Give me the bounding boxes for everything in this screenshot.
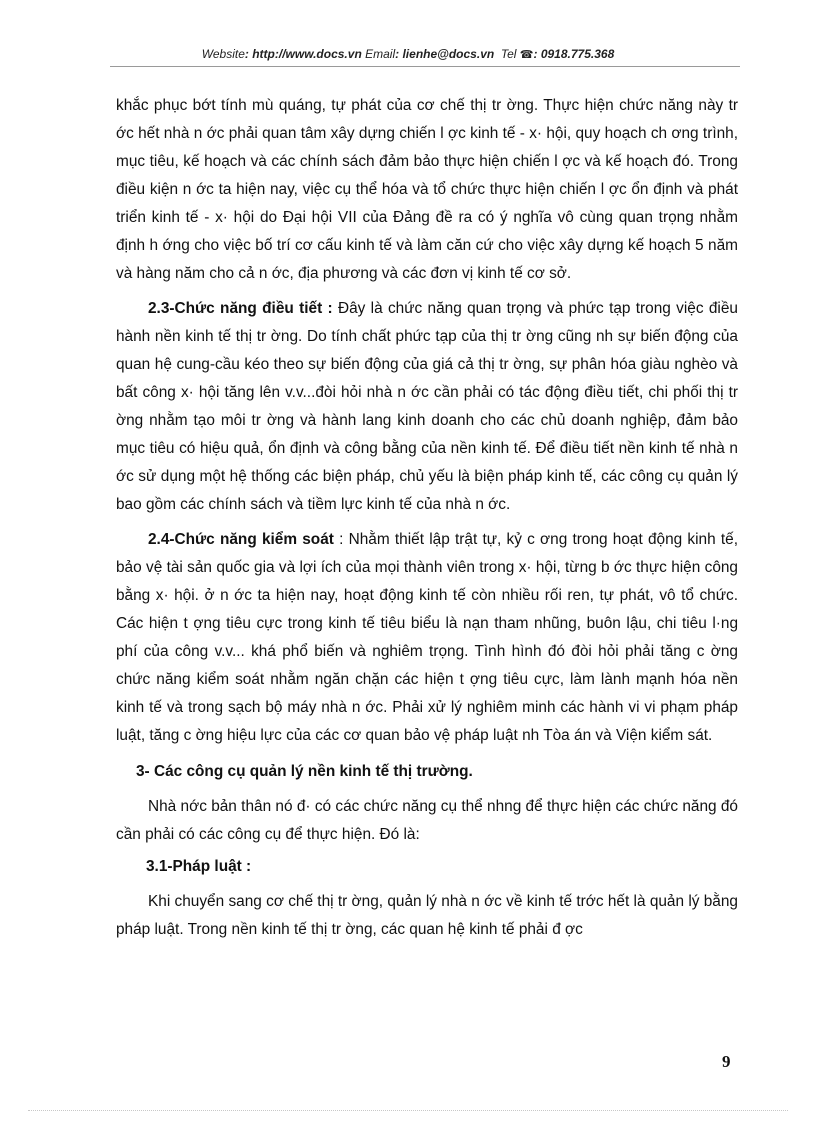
page-content	[116, 92, 738, 944]
paragraph-control-body: : Nhằm thiết lập trật tự, kỷ c ơng trong hoạt động kinh tế, bảo vệ tài sản quốc gia và lợi ích của mọi thành viên trong x· hội, từng b ớc thực hiện công bằng x· hội. ở n ớc ta hiện nay, hoạt động kinh tế còn nhiều rối ren, tự phát, vô tổ chức. Các hiện t ợng tiêu cực trong kinh tế tiêu biểu là nạn tham nhũng, buôn lậu, chi tiêu l·ng phí của công v.v... khá phổ biến và nghiêm trọng. Tình hình đó đòi hỏi phải tăng c ờng chức năng kiểm soát nhằm ngăn chặn các hiện t ợng tiêu cực, làm lành mạnh hóa nền kinh tế và trong sạch bộ máy nhà n ớc. Phải xử lý nghiêm minh các hành vi vi phạm pháp luật, tăng c ờng hiệu lực của các cơ quan bảo vệ pháp luật nh Tòa án và Viện kiểm sát.	[116, 531, 738, 744]
email-label: Email	[365, 47, 396, 61]
email-address[interactable]: : lienhe@docs.vn	[395, 47, 495, 61]
tel-label: Tel	[500, 47, 517, 61]
paragraph-law: Khi chuyển sang cơ chế thị tr ờng, quản lý nhà n ớc về kinh tế trớc hết là quản lý bằng pháp luật. Trong nền kinh tế thị tr ờng, các quan hệ kinh tế phải đ ợc	[116, 893, 738, 938]
subsection-title-law: 3.1-Pháp luật :	[146, 858, 252, 875]
subsection-heading-law	[116, 853, 738, 881]
telephone-icon: ☎	[519, 49, 534, 61]
website-url[interactable]: : http://www.docs.vn	[244, 47, 362, 61]
section-title-control: 2.4-Chức năng kiểm soát	[148, 531, 334, 548]
tel-number: : 0918.775.368	[533, 47, 615, 61]
page-number: 9	[722, 1052, 731, 1071]
section-heading-tools: 3- Các công cụ quản lý nền kinh tế thị trường.	[136, 763, 473, 780]
paragraph-regulation-body: Đây là chức năng quan trọng và phức tạp trong việc điều hành nền kinh tế thị tr ờng. Do tính chất phức tạp của thị tr ờng cũng nh sự biến động của quan hệ cung-cầu kéo theo sự biến động của giá cả thị tr ờng, sự phân hóa giàu nghèo và bất công x· hội tăng lên v.v...đòi hỏi nhà n ớc cần phải có tác động điều tiết, chi phối thị tr ờng nhằm tạo môi tr ờng và hành lang kinh doanh cho các chủ doanh nghiệp, đảm bảo mục tiêu có hiệu quả, ổn định và công bằng của nền kinh tế. Để điều tiết nền kinh tế nhà n ớc sử dụng một hệ thống các biện pháp, chủ yếu là biện pháp kinh tế, các công cụ quản lý bao gồm các chính sách và tiềm lực kinh tế của nhà n ớc.	[116, 300, 738, 513]
paragraph-regulation	[116, 295, 738, 519]
paragraph-tools-intro: Nhà nớc bản thân nó đ· có các chức năng cụ thể nhng để thực hiện các chức năng đó cần phải có các công cụ để thực hiện. Đó là:	[116, 798, 738, 843]
page-header	[0, 47, 816, 61]
section-title-regulation: 2.3-Chức năng điều tiết :	[148, 300, 333, 317]
paragraph-strategy: khắc phục bớt tính mù quáng, tự phát của cơ chế thị tr ờng. Thực hiện chức năng này tr ớc hết nhà n ớc phải quan tâm xây dựng chiến l ợc kinh tế - x· hội, quy hoạch ch ơng trình, mục tiêu, kế hoạch và các chính sách đảm bảo thực hiện chiến l ợc và kế hoạch đó. Trong điều kiện n ớc ta hiện nay, việc cụ thể hóa và tổ chức thực hiện chiến l ợc ổn định và phát triển kinh tế - x· hội do Đại hội VII của Đảng đề ra có ý nghĩa vô cùng quan trọng nhằm định h ớng cho việc bố trí cơ cấu kinh tế và làm căn cứ cho việc xây dựng kế hoạch 5 năm và hàng năm cho cả n ớc, địa phương và các đơn vị kinh tế cơ sở.	[116, 97, 738, 282]
header-divider	[110, 66, 740, 67]
page-bottom-border	[28, 1110, 788, 1111]
paragraph-control	[116, 526, 738, 750]
website-label: Website	[201, 47, 245, 61]
